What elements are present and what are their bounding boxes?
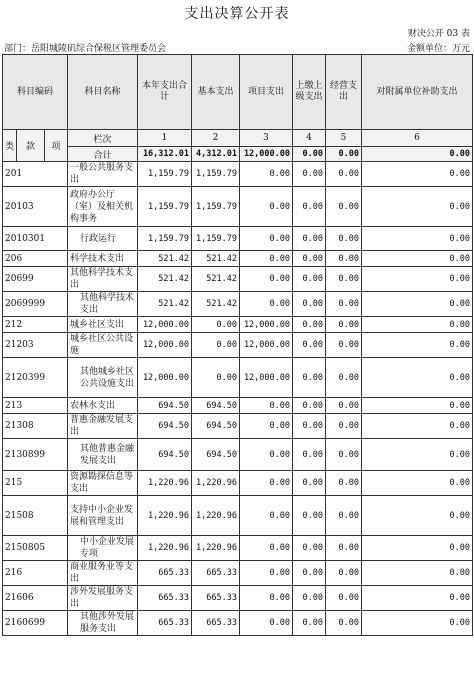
table-row [3, 358, 473, 398]
row-name: 科学技术支出 [68, 251, 138, 267]
row-basic: 665.33 [192, 611, 240, 636]
table-row [3, 414, 473, 439]
row-subsidy: 0.00 [362, 227, 473, 251]
row-project: 0.00 [240, 292, 293, 317]
row-name: 普惠金融发展支出 [68, 414, 138, 439]
row-upper: 0.00 [293, 358, 326, 398]
row-subsidy: 0.00 [362, 317, 473, 333]
row-name: 城乡社区支出 [68, 317, 138, 333]
row-basic: 694.50 [192, 414, 240, 439]
total-subsidy: 0.00 [362, 147, 473, 162]
row-business: 0.00 [326, 439, 362, 471]
subheader-kuan: 款 [17, 130, 45, 162]
table-row [3, 398, 473, 414]
total-sum: 16,312.01 [138, 147, 192, 162]
col-index-4: 4 [293, 130, 326, 147]
row-basic: 521.42 [192, 267, 240, 292]
header-subsidy: 对附属单位补助支出 [362, 55, 473, 130]
row-business: 0.00 [326, 187, 362, 227]
row-name: 政府办公厅（室）及相关机构事务 [68, 187, 138, 227]
row-business: 0.00 [326, 251, 362, 267]
header-business: 经营支出 [326, 55, 362, 130]
row-code: 20699 [3, 267, 68, 292]
row-total: 1,159.79 [138, 162, 192, 187]
row-code: 213 [3, 398, 68, 414]
expenditure-table [2, 54, 473, 636]
header-name: 科目名称 [68, 55, 138, 130]
row-business: 0.00 [326, 561, 362, 586]
row-project: 0.00 [240, 187, 293, 227]
row-subsidy: 0.00 [362, 162, 473, 187]
row-code: 212 [3, 317, 68, 333]
subheader-lei: 类 [3, 130, 17, 162]
row-name: 一般公共服务支出 [68, 162, 138, 187]
table-row [3, 187, 473, 227]
row-basic: 1,159.79 [192, 162, 240, 187]
row-basic: 521.42 [192, 251, 240, 267]
row-name: 涉外发展服务支出 [68, 586, 138, 611]
row-subsidy: 0.00 [362, 561, 473, 586]
row-code: 2069999 [3, 292, 68, 317]
row-business: 0.00 [326, 227, 362, 251]
header-upper: 上缴上级支出 [293, 55, 326, 130]
total-business: 0.00 [326, 147, 362, 162]
row-name: 资源勘探信息等支出 [68, 471, 138, 496]
col-index-3: 3 [240, 130, 293, 147]
row-business: 0.00 [326, 292, 362, 317]
table-code: 财决公开 03 表 [407, 29, 470, 39]
row-code: 21308 [3, 414, 68, 439]
row-upper: 0.00 [293, 251, 326, 267]
row-project: 0.00 [240, 471, 293, 496]
row-basic: 1,159.79 [192, 227, 240, 251]
row-name: 其他涉外发展服务支出 [68, 611, 138, 636]
row-total: 521.42 [138, 267, 192, 292]
col-index-5: 5 [326, 130, 362, 147]
row-business: 0.00 [326, 162, 362, 187]
row-name: 其他科学技术支出 [68, 267, 138, 292]
row-project: 0.00 [240, 414, 293, 439]
row-total: 1,220.96 [138, 496, 192, 536]
table-row [3, 227, 473, 251]
subheader-xiang: 项 [45, 130, 68, 162]
row-subsidy: 0.00 [362, 439, 473, 471]
row-upper: 0.00 [293, 496, 326, 536]
row-project: 0.00 [240, 536, 293, 561]
row-basic: 1,220.96 [192, 496, 240, 536]
row-subsidy: 0.00 [362, 358, 473, 398]
header-basic: 基本支出 [192, 55, 240, 130]
table-row [3, 439, 473, 471]
row-subsidy: 0.00 [362, 611, 473, 636]
row-total: 1,220.96 [138, 536, 192, 561]
row-name: 行政运行 [68, 227, 138, 251]
row-total: 665.33 [138, 611, 192, 636]
row-project: 0.00 [240, 561, 293, 586]
table-row [3, 267, 473, 292]
row-basic: 0.00 [192, 317, 240, 333]
row-project: 12,000.00 [240, 317, 293, 333]
row-project: 12,000.00 [240, 358, 293, 398]
row-subsidy: 0.00 [362, 496, 473, 536]
table-row [3, 317, 473, 333]
row-name: 城乡社区公共设施 [68, 333, 138, 358]
row-code: 2130899 [3, 439, 68, 471]
row-basic: 1,220.96 [192, 471, 240, 496]
row-total: 1,220.96 [138, 471, 192, 496]
row-subsidy: 0.00 [362, 187, 473, 227]
row-project: 12,000.00 [240, 333, 293, 358]
table-row [3, 611, 473, 636]
row-name: 农林水支出 [68, 398, 138, 414]
col-index-2: 2 [192, 130, 240, 147]
row-upper: 0.00 [293, 162, 326, 187]
row-business: 0.00 [326, 333, 362, 358]
header-code: 科目编码 [3, 55, 68, 130]
row-subsidy: 0.00 [362, 398, 473, 414]
row-basic: 0.00 [192, 358, 240, 398]
row-total: 521.42 [138, 292, 192, 317]
row-total: 521.42 [138, 251, 192, 267]
row-total: 665.33 [138, 586, 192, 611]
header-project: 项目支出 [240, 55, 293, 130]
row-basic: 1,220.96 [192, 536, 240, 561]
row-code: 21508 [3, 496, 68, 536]
unit-label: 金额单位：万元 [406, 44, 470, 54]
row-total: 694.50 [138, 414, 192, 439]
row-project: 0.00 [240, 496, 293, 536]
row-basic: 665.33 [192, 561, 240, 586]
row-code: 20103 [3, 187, 68, 227]
row-business: 0.00 [326, 398, 362, 414]
row-upper: 0.00 [293, 267, 326, 292]
row-code: 21203 [3, 333, 68, 358]
row-project: 0.00 [240, 251, 293, 267]
row-project: 0.00 [240, 611, 293, 636]
row-name: 其他科学技术支出 [68, 292, 138, 317]
table-row [3, 333, 473, 358]
row-subsidy: 0.00 [362, 292, 473, 317]
row-business: 0.00 [326, 586, 362, 611]
row-total: 665.33 [138, 561, 192, 586]
row-code: 201 [3, 162, 68, 187]
row-code: 2150805 [3, 536, 68, 561]
row-project: 0.00 [240, 586, 293, 611]
total-upper: 0.00 [293, 147, 326, 162]
row-code: 215 [3, 471, 68, 496]
row-upper: 0.00 [293, 439, 326, 471]
row-code: 216 [3, 561, 68, 586]
total-project: 12,000.00 [240, 147, 293, 162]
row-upper: 0.00 [293, 292, 326, 317]
row-upper: 0.00 [293, 471, 326, 496]
row-basic: 665.33 [192, 586, 240, 611]
row-project: 0.00 [240, 227, 293, 251]
row-total: 12,000.00 [138, 358, 192, 398]
row-code: 2010301 [3, 227, 68, 251]
row-business: 0.00 [326, 536, 362, 561]
total-label: 合计 [68, 147, 138, 162]
row-basic: 0.00 [192, 333, 240, 358]
total-basic: 4,312.01 [192, 147, 240, 162]
row-subsidy: 0.00 [362, 471, 473, 496]
row-upper: 0.00 [293, 227, 326, 251]
row-name: 其他普惠金融发展支出 [68, 439, 138, 471]
row-basic: 694.50 [192, 398, 240, 414]
row-subsidy: 0.00 [362, 536, 473, 561]
row-subsidy: 0.00 [362, 251, 473, 267]
row-total: 1,159.79 [138, 227, 192, 251]
page-title: 支出决算公开表 [184, 6, 290, 22]
row-total: 694.50 [138, 398, 192, 414]
row-subsidy: 0.00 [362, 414, 473, 439]
row-name: 中小企业发展专项 [68, 536, 138, 561]
table-row [3, 162, 473, 187]
row-subsidy: 0.00 [362, 586, 473, 611]
row-upper: 0.00 [293, 561, 326, 586]
row-code: 2160699 [3, 611, 68, 636]
table-row [3, 536, 473, 561]
row-business: 0.00 [326, 317, 362, 333]
department-label: 部门：岳阳城陵矶综合保税区管理委员会 [4, 44, 167, 54]
row-basic: 521.42 [192, 292, 240, 317]
row-name: 其他城乡社区公共设施支出 [68, 358, 138, 398]
row-business: 0.00 [326, 471, 362, 496]
row-basic: 694.50 [192, 439, 240, 471]
row-project: 0.00 [240, 162, 293, 187]
row-upper: 0.00 [293, 536, 326, 561]
row-project: 0.00 [240, 267, 293, 292]
subheader-lanci: 栏次 [68, 130, 138, 147]
row-upper: 0.00 [293, 187, 326, 227]
row-total: 12,000.00 [138, 317, 192, 333]
row-code: 2120399 [3, 358, 68, 398]
col-index-6: 6 [362, 130, 473, 147]
row-name: 支持中小企业发展和管理支出 [68, 496, 138, 536]
table-row [3, 251, 473, 267]
row-code: 206 [3, 251, 68, 267]
row-upper: 0.00 [293, 333, 326, 358]
row-total: 1,159.79 [138, 187, 192, 227]
table-body [3, 162, 473, 636]
row-name: 商业服务业等支出 [68, 561, 138, 586]
row-project: 0.00 [240, 439, 293, 471]
table-row [3, 586, 473, 611]
row-subsidy: 0.00 [362, 333, 473, 358]
row-upper: 0.00 [293, 611, 326, 636]
row-project: 0.00 [240, 398, 293, 414]
col-index-1: 1 [138, 130, 192, 147]
row-business: 0.00 [326, 358, 362, 398]
table-row [3, 292, 473, 317]
row-total: 12,000.00 [138, 333, 192, 358]
row-business: 0.00 [326, 414, 362, 439]
table-row [3, 496, 473, 536]
row-business: 0.00 [326, 267, 362, 292]
row-upper: 0.00 [293, 414, 326, 439]
header-total: 本年支出合计 [138, 55, 192, 130]
row-business: 0.00 [326, 496, 362, 536]
row-upper: 0.00 [293, 398, 326, 414]
row-total: 694.50 [138, 439, 192, 471]
row-upper: 0.00 [293, 317, 326, 333]
row-upper: 0.00 [293, 586, 326, 611]
table-row [3, 561, 473, 586]
row-subsidy: 0.00 [362, 267, 473, 292]
row-business: 0.00 [326, 611, 362, 636]
row-code: 21606 [3, 586, 68, 611]
row-basic: 1,159.79 [192, 187, 240, 227]
table-row [3, 471, 473, 496]
